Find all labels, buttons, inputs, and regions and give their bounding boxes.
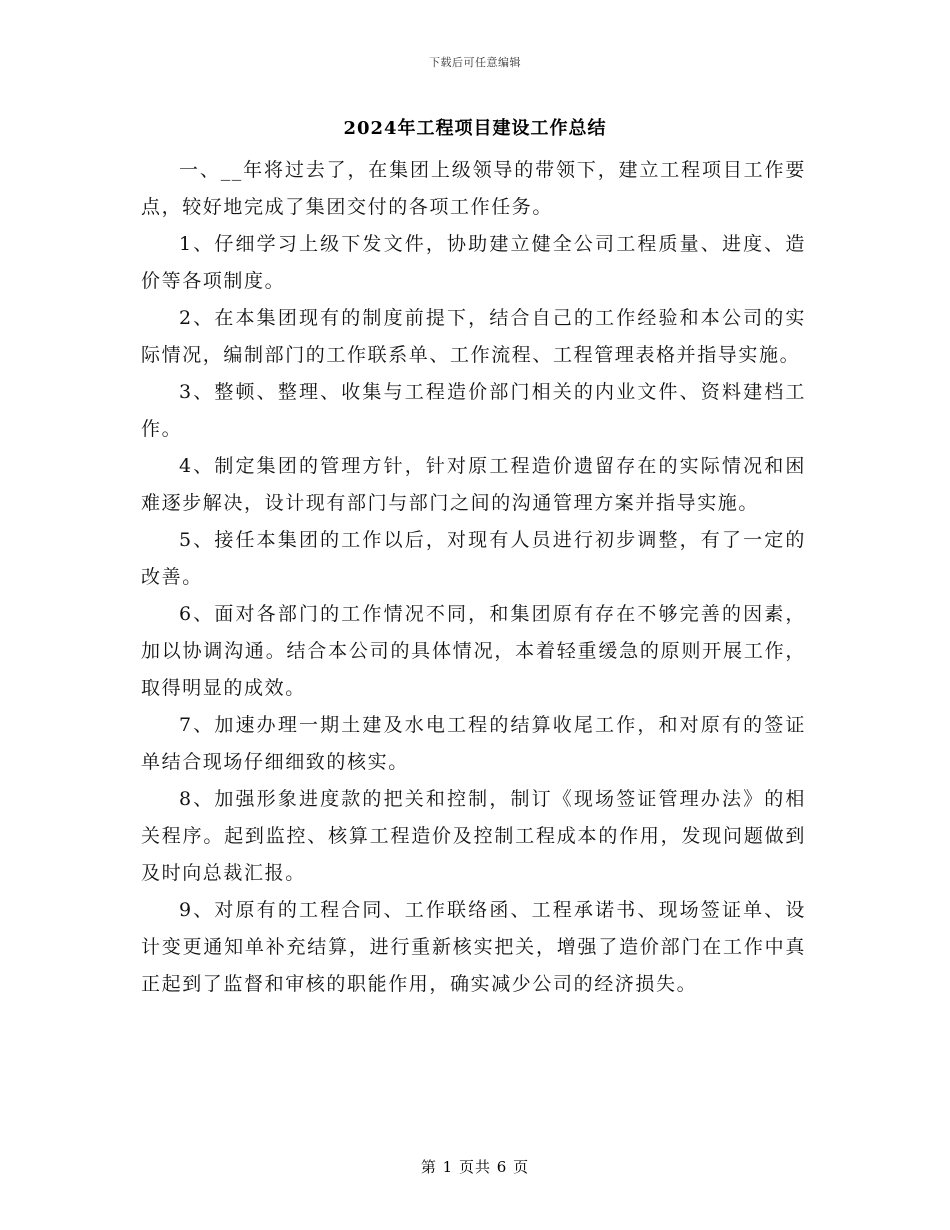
page-title: 2024年工程项目建设工作总结: [343, 118, 607, 139]
paragraph-item-8: 8、加强形象进度款的把关和控制，制订《现场签证管理办法》的相关程序。起到监控、核算工程造价及控制工程成本的作用，发现问题做到及时向总裁汇报。: [141, 788, 806, 884]
document-body: [141, 152, 806, 1003]
paragraph-item-3: 3、整顿、整理、收集与工程造价部门相关的内业文件、资料建档工作。: [141, 381, 806, 440]
paragraph-item-9: 9、对原有的工程合同、工作联络函、工程承诺书、现场签证单、设计变更通知单补充结算，进行重新核实把关，增强了造价部门在工作中真正起到了监督和审核的职能作用，确实减少公司的经济损失。: [141, 899, 806, 995]
paragraph-item-7: 7、加速办理一期土建及水电工程的结算收尾工作，和对原有的签证单结合现场仔细细致的核实。: [141, 714, 806, 773]
paragraph-intro: 一、__年将过去了，在集团上级领导的带领下，建立工程项目工作要点，较好地完成了集团交付的各项工作任务。: [141, 159, 806, 218]
header-note: 下载后可任意编辑: [429, 56, 521, 69]
page-number: 第 1 页共 6 页: [420, 1158, 530, 1176]
paragraph-item-4: 4、制定集团的管理方针，针对原工程造价遗留存在的实际情况和困难逐步解决，设计现有部门与部门之间的沟通管理方案并指导实施。: [141, 455, 806, 514]
paragraph-item-1: 1、仔细学习上级下发文件，协助建立健全公司工程质量、进度、造价等各项制度。: [141, 233, 806, 292]
paragraph-item-5: 5、接任本集团的工作以后，对现有人员进行初步调整，有了一定的改善。: [141, 529, 806, 588]
paragraph-item-2: 2、在本集团现有的制度前提下，结合自己的工作经验和本公司的实际情况，编制部门的工作联系单、工作流程、工程管理表格并指导实施。: [141, 307, 806, 366]
paragraph-item-6: 6、面对各部门的工作情况不同，和集团原有存在不够完善的因素，加以协调沟通。结合本公司的具体情况，本着轻重缓急的原则开展工作，取得明显的成效。: [141, 603, 806, 699]
